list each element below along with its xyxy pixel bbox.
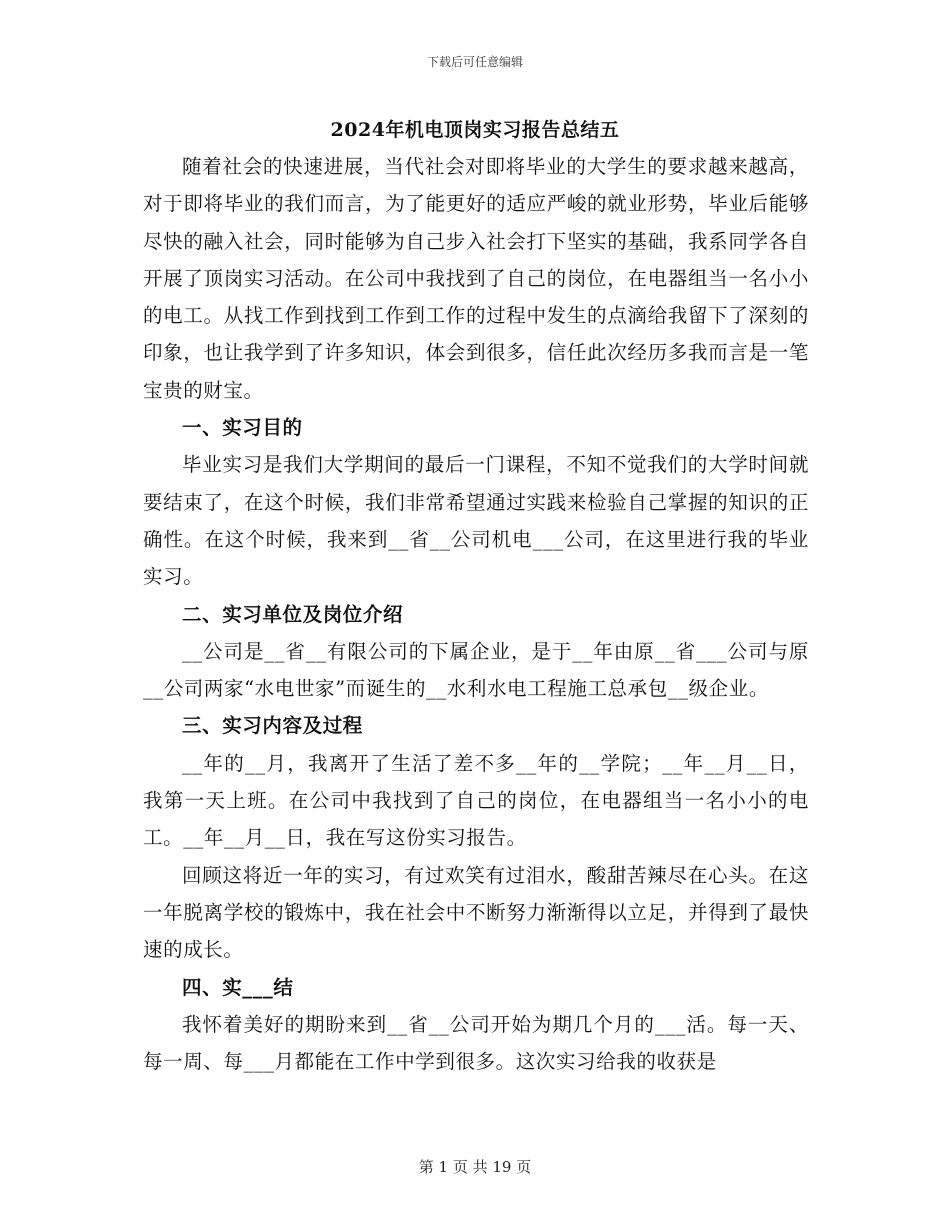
purpose-paragraph: 毕业实习是我们大学期间的最后一门课程，不知不觉我们的大学时间就要结束了，在这个时候，我们非常希望通过实践来检验自己掌握的知识的正确性。在这个时候，我来到__省__公司机电___公司，在这里进行我的毕业实习。 [143,453,809,589]
review-paragraph: 回顾这将近一年的实习，有过欢笑有过泪水，酸甜苦辣尽在心头。在这一年脱离学校的锻炼中，我在社会中不断努力渐渐得以立足，并得到了最快速的成长。 [143,863,809,962]
section-heading-purpose: 一、实习目的 [182,416,303,440]
page-header: 下载后可任意编辑 [426,55,523,69]
section-heading-unit: 二、实习单位及岗位介绍 [182,602,404,626]
content-paragraph: __年的__月，我离开了生活了差不多__年的__学院；__年__月__日，我第一天上班。在公司中我找到了自己的岗位，在电器组当一名小小的电工。__年__月__日，我在写这份实习报告。 [143,751,809,850]
document-body [143,148,809,1080]
unit-paragraph: __公司是__省__有限公司的下属企业，是于__年由原__省___公司与原__公司两家“水电世家”而诞生的__水利水电工程施工总承包__级企业。 [143,639,809,701]
document-title: 2024年机电顶岗实习报告总结五 [330,119,620,141]
summary-paragraph: 我怀着美好的期盼来到__省__公司开始为期几个月的___活。每一天、每一周、每___月都能在工作中学到很多。这次实习给我的收获是 [143,1012,809,1074]
intro-paragraph: 随着社会的快速进展，当代社会对即将毕业的大学生的要求越来越高，对于即将毕业的我们而言，为了能更好的适应严峻的就业形势，毕业后能够尽快的融入社会，同时能够为自己步入社会打下坚实的基础，我系同学各自开展了顶岗实习活动。在公司中我找到了自己的岗位，在电器组当一名小小的电工。从找工作到找到工作到工作的过程中发生的点滴给我留下了深刻的印象，也让我学到了许多知识，体会到很多，信任此次经历多我而言是一笔宝贵的财宝。 [143,155,809,402]
page-footer: 第 1 页 共 19 页 [418,1158,532,1176]
section-heading-summary: 四、实___结 [182,975,294,999]
section-heading-content: 三、实习内容及过程 [182,714,363,738]
